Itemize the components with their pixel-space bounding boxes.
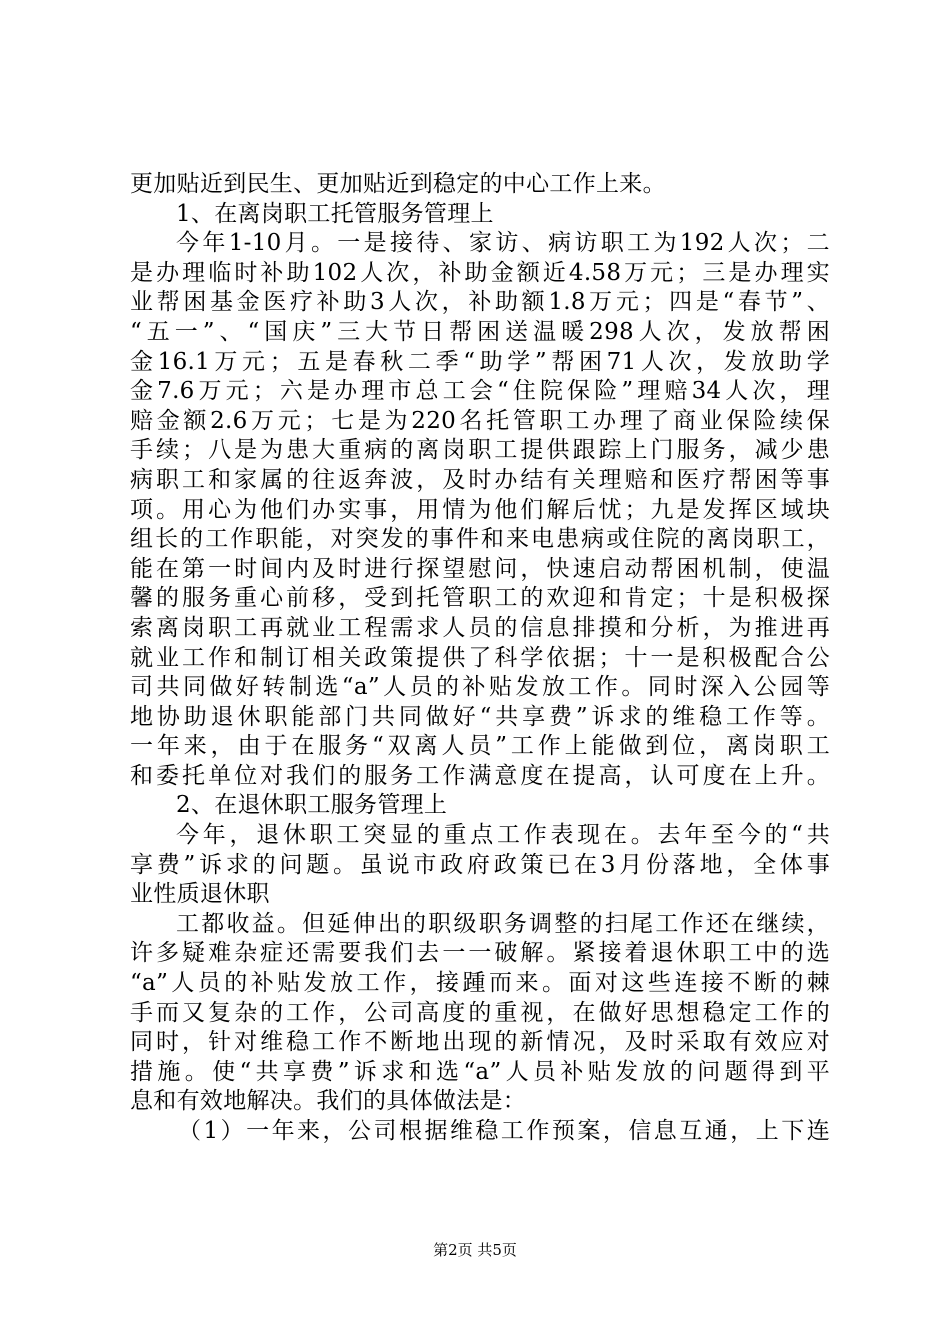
section-heading: 2、在退休职工服务管理上 (176, 792, 448, 819)
text-line: 就业工作和制订相关政策提供了科学依据；十一是积极配合公 (130, 644, 830, 671)
text-line: 一年来，由于在服务“双离人员”工作上能做到位，离岗职工 (130, 733, 830, 760)
text-line: 许多疑难杂症还需要我们去一一破解。紧接着退休职工中的选 (130, 940, 830, 967)
section-heading: 1、在离岗职工托管服务管理上 (176, 200, 494, 227)
text-line: “a”人员的补贴发放工作，接踵而来。面对这些连接不断的棘 (130, 970, 830, 997)
text-line: 和委托单位对我们的服务工作满意度在提高，认可度在上升。 (130, 762, 830, 789)
text-line: 索离岗职工再就业工程需求人员的信息排摸和分析，为推进再 (130, 614, 830, 641)
text-line: 业性质退休职 (130, 881, 270, 908)
text-line: 措施。使“共享费”诉求和选“a”人员补贴发放的问题得到平 (130, 1058, 830, 1085)
text-line: 金7.6万元；六是办理市总工会“住院保险”理赔34人次，理 (130, 378, 830, 405)
document-body (130, 170, 830, 1147)
text-line: 同时，针对维稳工作不断地出现的新情况，及时采取有效应对 (130, 1029, 830, 1056)
text-line: 馨的服务重心前移，受到托管职工的欢迎和肯定；十是积极探 (130, 585, 830, 612)
text-line: 手续；八是为患大重病的离岗职工提供跟踪上门服务，减少患 (130, 437, 830, 464)
text-line: 今年1-10月。一是接待、家访、病访职工为192人次；二 (176, 230, 830, 257)
text-line: 是办理临时补助102人次，补助金额近4.58万元；三是办理实 (130, 259, 830, 286)
text-line: 息和有效地解决。我们的具体做法是： (130, 1088, 527, 1115)
text-line: 赔金额2.6万元；七是为220名托管职工办理了商业保险续保 (130, 407, 830, 434)
text-line: 组长的工作职能，对突发的事件和来电患病或住院的离岗职工， (130, 526, 830, 553)
text-line: 更加贴近到民生、更加贴近到稳定的中心工作上来。 (130, 171, 666, 197)
text-line: 项。用心为他们办实事，用情为他们解后忧；九是发挥区域块 (130, 496, 830, 523)
text-line: 享费”诉求的问题。虽说市政府政策已在3月份落地，全体事 (130, 851, 830, 878)
text-line: 地协助退休职能部门共同做好“共享费”诉求的维稳工作等。 (130, 703, 830, 730)
page-footer (0, 1240, 950, 1260)
text-line: 病职工和家属的往返奔波，及时办结有关理赔和医疗帮困等事 (130, 466, 830, 493)
text-line: 工都收益。但延伸出的职级职务调整的扫尾工作还在继续， (176, 910, 830, 937)
text-line: “五一”、“国庆”三大节日帮困送温暖298人次，发放帮困 (130, 318, 830, 345)
text-line: 司共同做好转制选“a”人员的补贴发放工作。同时深入公园等 (130, 674, 830, 701)
text-line: 业帮困基金医疗补助3人次，补助额1.8万元；四是“春节”、 (130, 289, 830, 316)
text-line: 今年，退休职工突显的重点工作表现在。去年至今的“共 (176, 822, 830, 849)
text-line: （1）一年来，公司根据维稳工作预案，信息互通，上下连 (178, 1118, 830, 1144)
text-line: 手而又复杂的工作，公司高度的重视，在做好思想稳定工作的 (130, 999, 830, 1026)
page-number: 第2页 共5页 (433, 1241, 517, 1259)
text-line: 金16.1万元；五是春秋二季“助学”帮困71人次，发放助学 (130, 348, 830, 375)
text-line: 能在第一时间内及时进行探望慰问，快速启动帮困机制，使温 (130, 555, 830, 582)
